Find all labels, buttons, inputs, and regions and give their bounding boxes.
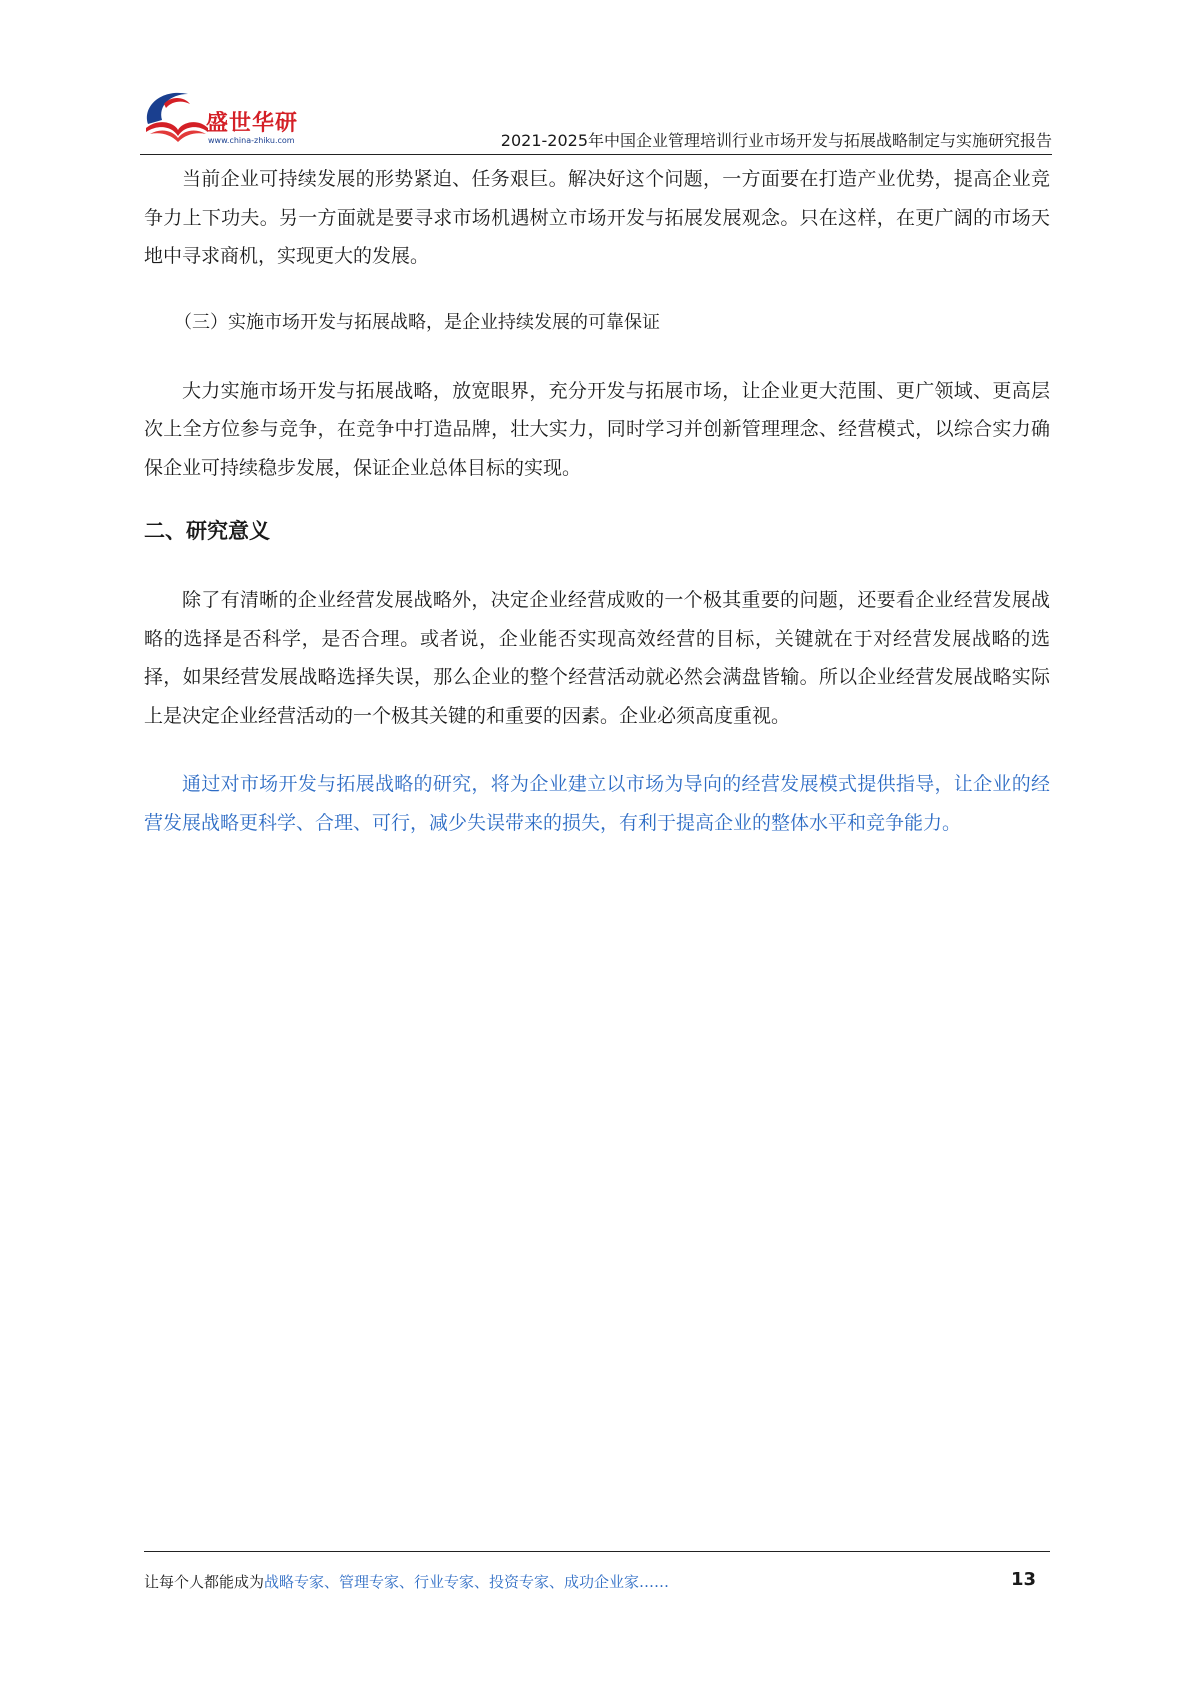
page-footer xyxy=(144,1551,1050,1611)
brand-url: www.china-zhiku.com xyxy=(208,136,295,145)
section-title-research-significance: 二、研究意义 xyxy=(144,519,270,543)
brand-logo xyxy=(140,84,310,146)
paragraph-sustainable-development: 当前企业可持续发展的形势紧迫、任务艰巨。解决好这个问题，一方面要在打造产业优势，提高企业竞争力上下功夫。另一方面就是要寻求市场机遇树立市场开发与拓展发展观念。只在这样，在更广阔的市场天地中寻求商机，实现更大的发展。 xyxy=(144,168,1050,267)
brand-name: 盛世华研 xyxy=(206,111,299,136)
page-header xyxy=(140,78,1052,158)
footer-slogan xyxy=(144,1571,669,1592)
footer-divider xyxy=(144,1551,1050,1552)
report-title: 2021-2025年中国企业管理培训行业市场开发与拓展战略制定与实施研究报告 xyxy=(500,131,1052,150)
slogan-prefix: 让每个人都能成为 xyxy=(144,1573,265,1591)
slogan-roles: 战略专家、管理专家、行业专家、投资专家、成功企业家…… xyxy=(264,1573,670,1591)
paragraph-strategy-choice: 除了有清晰的企业经营发展战略外，决定企业经营成败的一个极其重要的问题，还要看企业经营发展战略的选择是否科学，是否合理。或者说，企业能否实现高效经营的目标，关键就在于对经营发展战略的选择，如果经营发展战略选择失误，那么企业的整个经营活动就必然会满盘皆输。所以企业经营发展战略实际上是决定企业经营活动的一个极其关键的和重要的因素。企业必须高度重视。 xyxy=(144,589,1050,727)
paragraph-implement-strategy: 大力实施市场开发与拓展战略，放宽眼界，充分开发与拓展市场，让企业更大范围、更广领域、更高层次上全方位参与竞争，在竞争中打造品牌，壮大实力，同时学习并创新管理理念、经营模式，以综合实力确保企业可持续稳步发展，保证企业总体目标的实现。 xyxy=(144,379,1050,479)
page-body xyxy=(144,160,1050,842)
paragraph-research-value: 通过对市场开发与拓展战略的研究，将为企业建立以市场为导向的经营发展模式提供指导，让企业的经营发展战略更科学、合理、可行，减少失误带来的损失，有利于提高企业的整体水平和竞争能力。 xyxy=(144,773,1050,834)
subheading-strategy-guarantee: （三）实施市场开发与拓展战略，是企业持续发展的可靠保证 xyxy=(174,311,660,333)
book-swoosh-icon xyxy=(140,84,210,146)
page-number: 13 xyxy=(1010,1569,1036,1590)
header-divider xyxy=(140,154,1052,155)
